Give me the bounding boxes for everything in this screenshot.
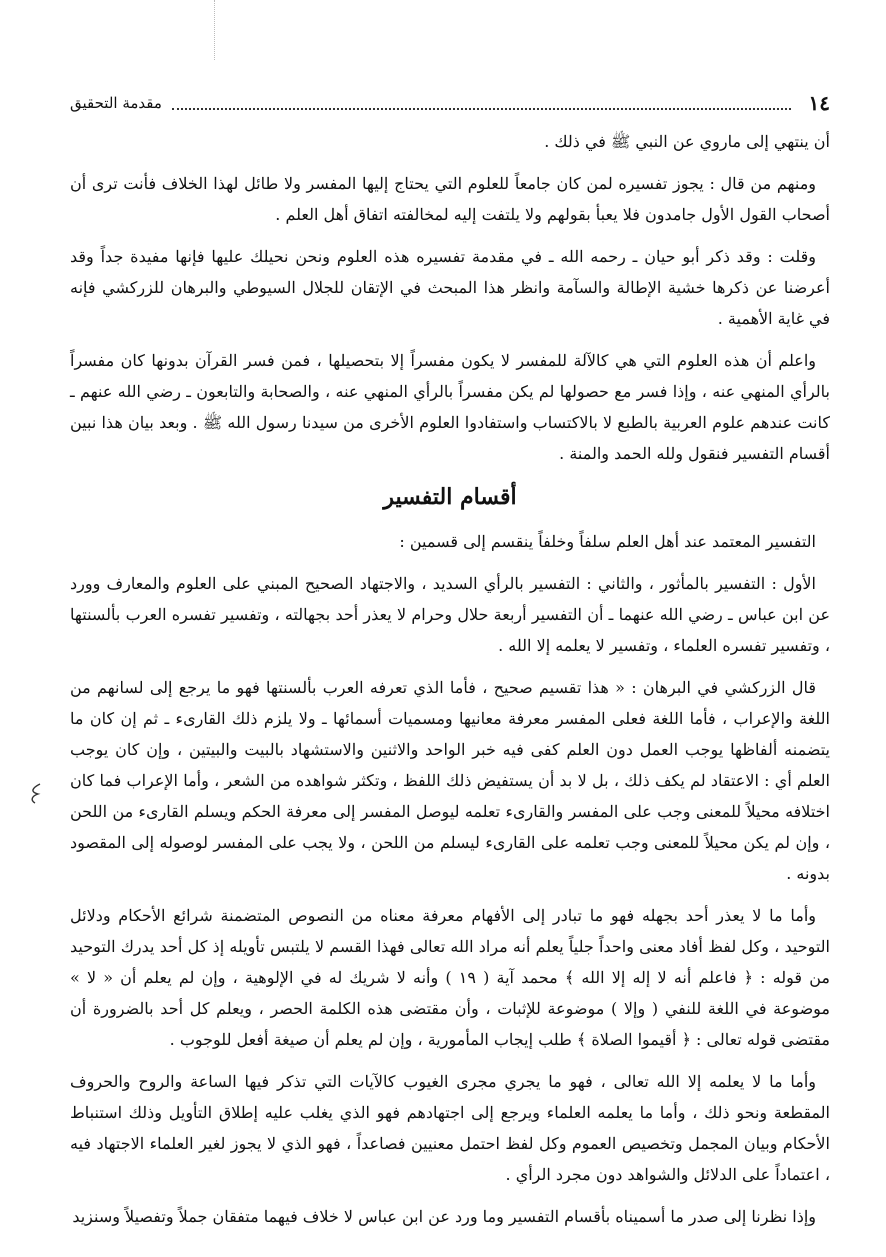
section-heading: أقسام التفسير (383, 484, 517, 510)
page-body (70, 126, 830, 1243)
gutter-line (214, 0, 215, 60)
paragraph: ومنهم من قال : يجوز تفسيره لمن كان جامعاً للعلوم التي يحتاج إليها المفسر ولا طائل لهذا الخلاف فأنت ترى أن أصحاب القول الأول جامدون فلا يعبأ بقولهم ولا يلتفت إليه لمخالفته اتفاق أهل العلم . (70, 174, 830, 224)
paragraph: وقلت : وقد ذكر أبو حيان ـ رحمه الله ـ في مقدمة تفسيره هذه العلوم ونحن نحيلك عليها فإنها مفيدة جداً وقد أعرضنا عن ذكرها خشية الإطالة والسآمة وانظر هذا المبحث في الإتقان للجلال السيوطي والبرهان للزركشي فإنه في غاية الأهمية . (70, 247, 831, 328)
margin-pen-mark (26, 782, 44, 804)
paragraph: وأما ما لا يعذر أحد بجهله فهو ما تبادر إلى الأفهام معرفة معناه من النصوص المتضمنة شرائع الأحكام ودلائل التوحيد ، وكل لفظ أفاد معنى واحداً جلياً يعلم أنه مراد الله تعالى فهذا القسم لا يلتبس تأويله إذ كل أحد يدرك التوحيد من قوله : ﴿ فاعلم أنه لا إله إلا الله ﴾ محمد آية ( ١٩ ) وأنه لا شريك له في الإلوهية ، وإن لم يعلم أن « لا » موضوعة في اللغة للنفي ( وإلا ) موضوعة للإثبات ، وأن مقتضى هذه الكلمة الحصر ، ويعلم كل أحد بالضرورة أن مقتضى قوله تعالى : ﴿ أقيموا الصلاة ﴾ طلب إيجاب المأمورية ، وإن لم يعلم أن صيغة أفعل للوجوب . (70, 906, 830, 1049)
paragraph: واعلم أن هذه العلوم التي هي كالآلة للمفسر لا يكون مفسراً إلا بتحصيلها ، فمن فسر القرآن بدونها كان مفسراً بالرأي المنهي عنه ، وإذا فسر مع حصولها لم يكن مفسراً بالرأي المنهي عنه ، والصحابة والتابعون ـ رضي الله عنهم ـ كانت عندهم علوم العربية بالطبع لا بالاكتساب واستفادوا العلوم الأخرى من سيدنا رسول الله ﷺ . وبعد بيان هذا نبين أقسام التفسير فنقول ولله الحمد والمنة . (70, 351, 830, 463)
running-header (70, 88, 830, 118)
paragraph: التفسير المعتمد عند أهل العلم سلفاً وخلفاً ينقسم إلى قسمين : (399, 532, 816, 551)
paragraph: الأول : التفسير بالمأثور ، والثاني : التفسير بالرأي السديد ، والاجتهاد الصحيح المبني على العلوم والمعارف وورد عن ابن عباس ـ رضي الله عنهما ـ أن التفسير أربعة حلال وحرام لا يعذر أحد بجهالته ، وتفسير تفسره العرب بألسنتها ، وتفسير تفسره العلماء ، وتفسير لا يعلمه إلا الله . (70, 574, 831, 655)
page-number: ١٤ (808, 91, 830, 115)
paragraph: وإذا نظرنا إلى صدر ما أسميناه بأقسام التفسير وما ورد عن ابن عباس لا خلاف فيهما متفقان جملاً وتفصيلاً وسنزيد (72, 1207, 816, 1226)
paragraph: قال الزركشي في البرهان : « هذا تقسيم صحيح ، فأما الذي تعرفه العرب بألسنتها فهو ما يرجع إلى لسانهم من اللغة والإعراب ، فأما اللغة فعلى المفسر معرفة معانيها ومسميات أسمائها ـ ولا يلزم ذلك القارىء ـ ثم إن كان ما يتضمنه ألفاظها يوجب العمل دون العلم كفى فيه خبر الواحد والاثنين والاستشهاد بالبيت والبيتين ، وإن كان يوجب العلم أي : الاعتقاد لم يكف ذلك ، بل لا بد أن يستفيض ذلك اللفظ ، وتكثر شواهده من الشعر ، وأما الإعراب فما كان اختلافه محيلاً للمعنى وجب على المفسر والقارىء تعلمه ليوصل المفسر إلى معرفة الحكم ويسلم القارىء من اللحن ، وإن لم يكن محيلاً للمعنى وجب تعلمه على القارىء ليسلم من اللحن ، ولا يجب على المفسر لوصوله إلى المقصود بدونه . (70, 678, 830, 883)
header-leader-dots (172, 96, 791, 110)
paragraph: أن ينتهي إلى ماروي عن النبي ﷺ في ذلك . (544, 132, 830, 151)
paragraph: وأما ما لا يعلمه إلا الله تعالى ، فهو ما يجري مجرى الغيوب كالآيات التي تذكر فيها الساعة والروح والحروف المقطعة ونحو ذلك ، وأما ما يعلمه العلماء ويرجع إلى اجتهادهم فهو الذي يغلب عليه إطلاق التأويل وذلك استنباط الأحكام وبيان المجمل وتخصيص العموم وكل لفظ احتمل معنيين فصاعداً ، فهو الذي لا يجوز لغير العلماء الاجتهاد فيه ، اعتماداً على الدلائل والشواهد دون مجرد الرأي . (70, 1072, 830, 1184)
running-title: مقدمة التحقيق (70, 94, 162, 112)
